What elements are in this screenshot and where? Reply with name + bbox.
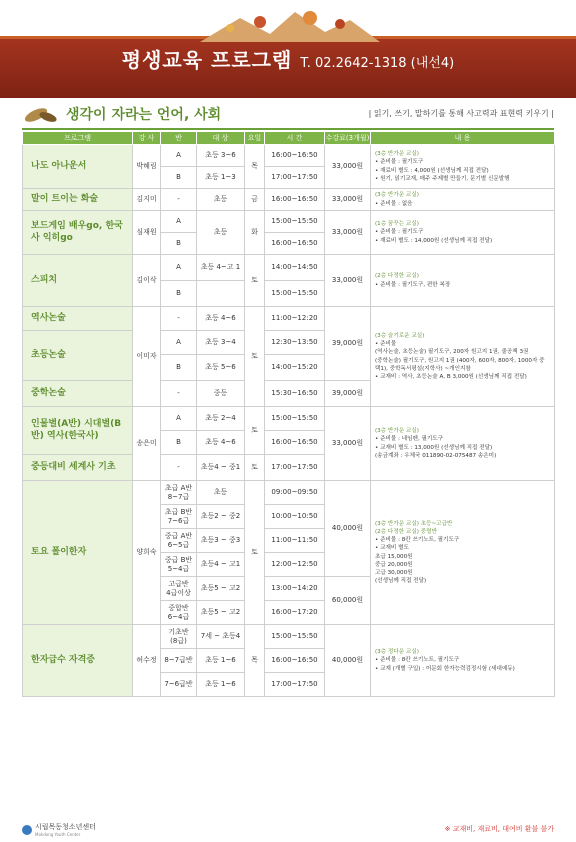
target-group: 초등4 ~ 고1 <box>197 553 245 577</box>
day-of-week: 토 <box>245 481 265 625</box>
header-day: 요일 <box>245 132 265 145</box>
program-name: 중등대비 세계사 기초 <box>23 455 133 481</box>
leaf-icon <box>22 105 62 125</box>
day-of-week: 토 <box>245 255 265 307</box>
program-name: 나도 아나운서 <box>23 145 133 189</box>
time-slot: 11:00~12:20 <box>265 307 325 331</box>
title-text: 평생교육 프로그램 <box>121 48 293 72</box>
program-description <box>371 145 555 189</box>
description-line: • 원기, 읽기교재, 매주 주제별 만들기, 문기별 신문발행 <box>375 175 510 182</box>
fee: 40,000원 <box>325 481 371 577</box>
header-fee: 수강료(3개월) <box>325 132 371 145</box>
target-group: 초등 <box>197 211 245 255</box>
description-line: (2층 다정한 교실) <box>375 273 419 280</box>
description-line: • 준비물 : 필기도구, 편한 복장 <box>375 281 451 288</box>
org-logo-icon <box>22 825 32 835</box>
program-name: 한자급수 자격증 <box>23 625 133 697</box>
description-line: • 교재비 : 역사, 초등논술 A, B 3,000원 (선생님께 직접 전달) <box>375 373 527 380</box>
description-line: • 준비물 : 필기도구 <box>375 229 424 236</box>
class-name: - <box>161 307 197 331</box>
description-line: (3층 반가운 교실) <box>375 151 419 158</box>
fee: 39,000원 <box>325 307 371 381</box>
time-slot: 17:00~17:50 <box>265 455 325 481</box>
target-group: 중등 <box>197 381 245 407</box>
section-header <box>22 103 554 125</box>
target-group: 초등 4~6 <box>197 431 245 455</box>
program-name: 역사논술 <box>23 307 133 331</box>
header-target: 대 상 <box>197 132 245 145</box>
program-description <box>371 307 555 407</box>
class-name: - <box>161 189 197 211</box>
target-group: 초등 2~4 <box>197 407 245 431</box>
fee: 33,000원 <box>325 255 371 307</box>
target-group: 초등4 ~ 중1 <box>197 455 245 481</box>
class-name: 중급 A반 6~5급 <box>161 529 197 553</box>
program-name: 초등논술 <box>23 331 133 381</box>
time-slot: 09:00~09:50 <box>265 481 325 505</box>
day-of-week: 토 <box>245 455 265 481</box>
target-group: 초등 1~6 <box>197 649 245 673</box>
time-slot: 13:00~14:20 <box>265 577 325 601</box>
section-title: 생각이 자라는 언어, 사회 <box>66 107 222 123</box>
header-teacher: 강 사 <box>133 132 161 145</box>
time-slot: 17:00~17:50 <box>265 673 325 697</box>
table-header-row <box>23 132 555 145</box>
program-description <box>371 481 555 625</box>
table-row <box>23 145 555 167</box>
org-logo <box>22 822 96 837</box>
day-of-week: 금 <box>245 189 265 211</box>
table-row <box>23 481 555 505</box>
day-of-week: 목 <box>245 625 265 697</box>
target-group: 초등 <box>197 189 245 211</box>
footer <box>22 822 554 836</box>
divider <box>22 128 554 130</box>
description-line: (중학논술) 필기도구, 원고지 1권 (400자, 600자, 800자, 1000자 중 택1), 중학독서평설(지학사) ~개인지참 <box>375 357 545 372</box>
program-name: 스피치 <box>23 255 133 307</box>
teacher-name: 송은미 <box>133 407 161 481</box>
header-time: 시 간 <box>265 132 325 145</box>
time-slot: 16:00~16:50 <box>265 649 325 673</box>
description-line: • 준비물 : 네임펜, 필기도구 <box>375 436 444 443</box>
class-name: A <box>161 145 197 167</box>
target-group: 초등 4~6 <box>197 307 245 331</box>
class-name: 기초반 (8급) <box>161 625 197 649</box>
program-name: 보드게임 배우go, 한국사 익히go <box>23 211 133 255</box>
description-line: (3층 반가운 교실) <box>375 428 419 435</box>
teacher-name: 김이삭 <box>133 255 161 307</box>
program-name: 인물별(A반) 시대별(B반) 역사(한국사) <box>23 407 133 455</box>
class-name: B <box>161 355 197 381</box>
table-row <box>23 255 555 281</box>
program-description <box>371 625 555 697</box>
header-banner <box>0 0 576 98</box>
class-name: 중급 B반 5~4급 <box>161 553 197 577</box>
description-line: • 준비물 <box>375 341 397 348</box>
fee: 40,000원 <box>325 625 371 697</box>
program-table <box>22 131 555 697</box>
teacher-name: 허수정 <box>133 625 161 697</box>
target-group <box>197 281 245 307</box>
class-name: A <box>161 211 197 233</box>
table-row <box>23 211 555 233</box>
program-name: 말이 트이는 화술 <box>23 189 133 211</box>
table-row <box>23 189 555 211</box>
description-line: • 교재비 별도 <box>375 545 409 552</box>
teacher-name: 김지미 <box>133 189 161 211</box>
fee: 60,000원 <box>325 577 371 625</box>
org-name-en: Mokdong Youth Center <box>35 832 81 837</box>
description-line: (3층 슬기로운 교실) <box>375 333 425 340</box>
time-slot: 15:00~15:50 <box>265 625 325 649</box>
description-line: (선생님께 직접 전달) <box>375 577 427 584</box>
target-group: 초등3 ~ 중3 <box>197 529 245 553</box>
target-group: 초등 3~4 <box>197 331 245 355</box>
table-row <box>23 625 555 649</box>
time-slot: 11:00~11:50 <box>265 529 325 553</box>
day-of-week: 토 <box>245 407 265 455</box>
time-slot: 16:00~16:50 <box>265 233 325 255</box>
class-name: A <box>161 331 197 355</box>
target-group: 초등 4~고 1 <box>197 255 245 281</box>
description-line: 고급 30,000원 <box>375 569 413 576</box>
day-of-week: 화 <box>245 211 265 255</box>
refund-note: ※ 교재비, 재료비, 대여비 환불 불가 <box>444 825 554 833</box>
fee: 33,000원 <box>325 407 371 481</box>
org-name: 시립목동청소년센터 <box>35 823 96 831</box>
time-slot: 17:00~17:50 <box>265 167 325 189</box>
teacher-name: 박혜림 <box>133 145 161 189</box>
program-description <box>371 189 555 211</box>
class-name: 8~7급반 <box>161 649 197 673</box>
time-slot: 16:00~16:50 <box>265 189 325 211</box>
day-of-week: 목 <box>245 145 265 189</box>
header-class: 반 <box>161 132 197 145</box>
description-line: 초급 15,000원 <box>375 553 413 560</box>
target-group: 7세 ~ 초등4 <box>197 625 245 649</box>
class-name: A <box>161 255 197 281</box>
description-line: (1층 꿈꾸는 교실) <box>375 221 419 228</box>
target-group: 초등 <box>197 481 245 505</box>
time-slot: 15:00~15:50 <box>265 211 325 233</box>
description-line: (송금계좌 : 우체국 011890-02-075487 송은미) <box>375 452 497 459</box>
class-name: B <box>161 233 197 255</box>
description-line: • 교재 (개별 구입) : 어문회 한자능력검정시험 (세대예듀) <box>375 665 515 672</box>
class-name: - <box>161 381 197 407</box>
teacher-name: 심재원 <box>133 211 161 255</box>
table-row <box>23 407 555 431</box>
target-group: 초등2 ~ 중2 <box>197 505 245 529</box>
table-row <box>23 307 555 331</box>
day-of-week: 토 <box>245 307 265 407</box>
class-name: 초급 A반 8~7급 <box>161 481 197 505</box>
description-line: 중급 20,000원 <box>375 561 413 568</box>
program-name: 토요 폴이한자 <box>23 481 133 625</box>
teacher-name: 양희숙 <box>133 481 161 625</box>
program-name: 중학논술 <box>23 381 133 407</box>
time-slot: 12:00~12:50 <box>265 553 325 577</box>
target-group: 초등5 ~ 고2 <box>197 577 245 601</box>
phone-number: T. 02.2642-1318 (내선4) <box>300 56 455 71</box>
description-line: (역사논술, 초등논술) 필기도구, 200자 원고지 1권, 줄공책 3권 <box>375 349 529 356</box>
target-group: 초등5 ~ 고2 <box>197 601 245 625</box>
description-line: • 재료비 별도 : 4,000원 (선생님께 직접 전달) <box>375 167 489 174</box>
fee: 33,000원 <box>325 211 371 255</box>
time-slot: 16:00~16:50 <box>265 145 325 167</box>
class-name: B <box>161 281 197 307</box>
description-line: • 재료비 별도 : 14,000원 (선생님께 직접 전달) <box>375 237 493 244</box>
page-title <box>0 44 576 73</box>
teacher-name: 이미자 <box>133 307 161 407</box>
class-name: 7~6급반 <box>161 673 197 697</box>
header-program: 프로그램 <box>23 132 133 145</box>
time-slot: 14:00~14:50 <box>265 255 325 281</box>
target-group: 초등 3~6 <box>197 145 245 167</box>
target-group: 초등 5~6 <box>197 355 245 381</box>
time-slot: 16:00~16:50 <box>265 431 325 455</box>
description-line: (3층 반가운 교실) 초등~고급반 <box>375 521 453 528</box>
time-slot: 15:00~15:50 <box>265 281 325 307</box>
fee: 33,000원 <box>325 189 371 211</box>
description-line: • 준비물 : 8칸 쓰기노트, 필기도구 <box>375 657 460 664</box>
mountain-illustration-icon <box>200 8 380 42</box>
description-line: • 교재비 별도 : 13,000원 (선생님께 직접 전달) <box>375 444 493 451</box>
time-slot: 12:30~13:50 <box>265 331 325 355</box>
time-slot: 16:00~17:20 <box>265 601 325 625</box>
time-slot: 15:30~16:50 <box>265 381 325 407</box>
class-name: B <box>161 167 197 189</box>
fee: 33,000원 <box>325 145 371 189</box>
class-name: 고급반 4급이상 <box>161 577 197 601</box>
description-line: (3층 반가운 교실) <box>375 192 419 199</box>
class-name: - <box>161 455 197 481</box>
description-line: • 준비물 : 없음 <box>375 200 413 207</box>
class-name: B <box>161 431 197 455</box>
class-name: A <box>161 407 197 431</box>
description-line: • 준비물 : 필기도구 <box>375 159 424 166</box>
time-slot: 14:00~15:20 <box>265 355 325 381</box>
time-slot: 15:00~15:50 <box>265 407 325 431</box>
fee: 39,000원 <box>325 381 371 407</box>
description-line: (2층 다정한 교실) 중렬반 <box>375 529 437 536</box>
program-description <box>371 407 555 481</box>
program-description <box>371 211 555 255</box>
target-group: 초등 1~3 <box>197 167 245 189</box>
program-description <box>371 255 555 307</box>
description-line: • 준비물 : 8칸 쓰기노트, 필기도구 <box>375 537 460 544</box>
header-content: 내 용 <box>371 132 555 145</box>
description-line: (3층 정다운 교실) <box>375 649 419 656</box>
target-group: 초등 1~6 <box>197 673 245 697</box>
class-name: 중합반 6~4급 <box>161 601 197 625</box>
class-name: 초급 B반 7~6급 <box>161 505 197 529</box>
time-slot: 10:00~10:50 <box>265 505 325 529</box>
section-tagline: | 읽기, 쓰기, 말하기를 통해 사고력과 표현력 키우기 | <box>368 109 554 118</box>
